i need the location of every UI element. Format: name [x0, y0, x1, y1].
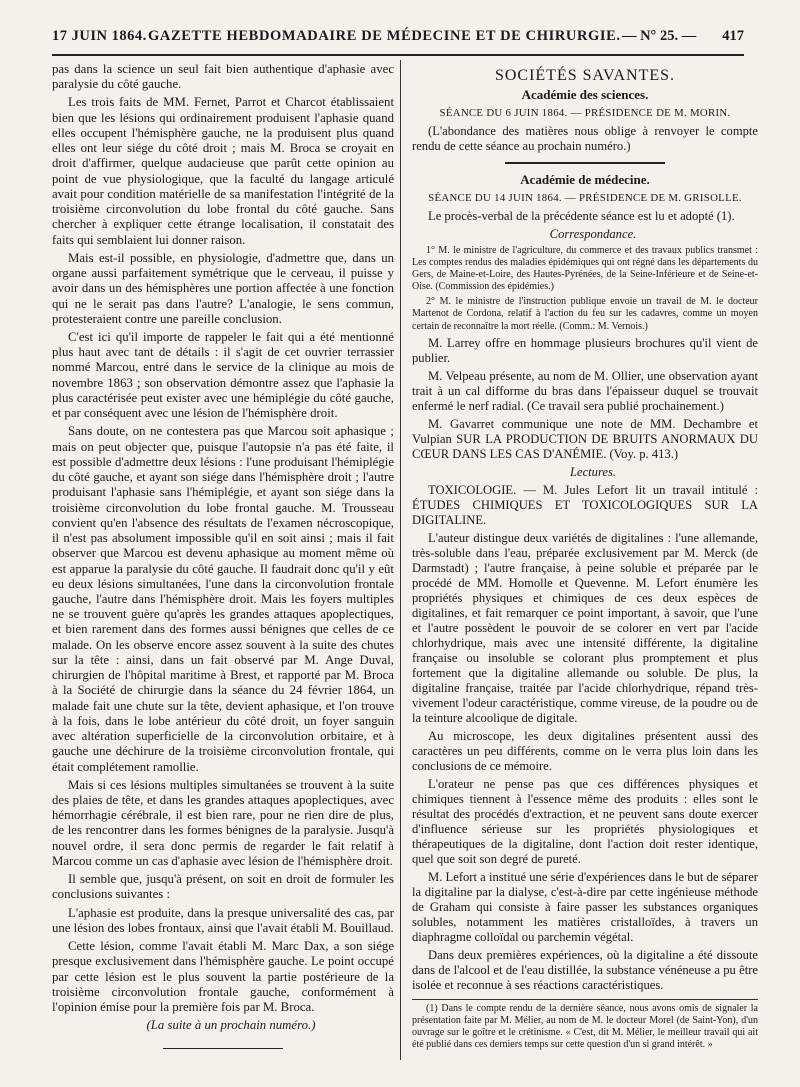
paragraph: L'aphasie est produite, dans la presque universalité des cas, par une lésion des lobes frontaux, ainsi que l'avait établi M. Bouillaud.	[52, 905, 394, 935]
paragraph: L'orateur ne pense pas que ces différences physiques et chimiques tiennent à l'essence même des produits : elles sont le résultat des procédés d'extraction, et ne peuvent sans doute exercer d'influence sérieuse sur les propriétés physiologiques et thérapeutiques de la digitaline, dont l'action doit rester identique, quel que soit son degré de pureté.	[412, 776, 758, 866]
footnote-rule	[412, 999, 758, 1000]
header-issue-number: — N° 25. —	[621, 28, 697, 44]
paragraph: Il semble que, jusqu'à présent, on soit en droit de formuler les conclusions suivantes :	[52, 872, 394, 902]
paragraph: Mais est-il possible, en physiologie, d'admettre que, dans un organe aussi parfaitement symétrique que le cerveau, il puisse y avoir dans un des hémisphères une portion affectée à une fonction qui ne le serait pas dans l'autre? L'analogie, le sens commun, protesteraient contre une pareille conclusion.	[52, 250, 394, 326]
paragraph: Les trois faits de MM. Fernet, Parrot et Charcot établissaient bien que les lésions qui ordinairement produisent l'aphasie quand elles occupent l'hémisphère gauche, ne la produisent plus quand elles ont leur siége du côté droit ; mais M. Broca se croyait en droit d'affirmer, quelque audacieuse que parût cette opinion au point de vue physiologique, que la faculté du langage articulé avait pour condition matérielle de sa manifestation l'intégrité de la troisième circonvolution du lobe frontal du côté gauche. Sans chercher à expliquer cette étrange localisation, il constatait des faits qui semblaient lui donner raison.	[52, 95, 394, 247]
lectures-heading: Lectures.	[569, 464, 617, 479]
academie-sciences-heading: Académie des sciences.	[521, 87, 649, 102]
footnote: (1) Dans le compte rendu de la dernière séance, nous avons omis de signaler la présentation faite par M. Mélier, au nom de M. le docteur Morel (de Saint-Yon), d'un ouvrage sur le goître et le crétinisme. « C'est, dit M. Mélier, le meilleur travail qui ait été publié dans ces derniers temps sur cette question d'un si grand intérêt. »	[412, 1002, 758, 1050]
paragraph: C'est ici qu'il importe de rappeler le fait qui a été mentionné plus haut avec tant de détails : il s'agit de cet ouvrier terrassier nommé Marcou, entré dans le service de la clinique au mois de novembre 1863 ; son observation démontre assez que l'aphasie la plus caractérisée peut exister avec une hémiplégie du côté gauche, et par conséquent avec une lésion de l'hémisphère droit.	[52, 329, 394, 421]
footnote-block	[412, 1003, 758, 1051]
section-title: SOCIÉTÉS SAVANTES.	[494, 67, 676, 84]
header-page-number: 417	[722, 28, 744, 44]
correspondance-item: 2° M. le ministre de l'instruction publique envoie un travail de M. le docteur Martenot de Cordona, relatif à l'action du feu sur les cadavres, comme un moyen certain de reconnaître la mort réelle. (Comm.: M. Vernois.)	[412, 296, 758, 332]
continuation-note: (La suite à un prochain numéro.)	[146, 1018, 316, 1033]
seance-medecine: SÉANCE DU 14 JUIN 1864. — PRÉSIDENCE DE M. GRISOLLE.	[428, 192, 742, 204]
paragraph: M. Lefort a institué une série d'expériences dans le but de séparer la digitaline par la dialyse, c'est-à-dire par cette ingénieuse méthode de Graham qui consiste à faire passer les substances organiques solubles, notamment les matières cristalloïdes, à travers un diaphragme colloïdal ou parchemin végétal.	[412, 869, 758, 944]
paragraph: Mais si ces lésions multiples simultanées se trouvent à la suite des plaies de tête, et dans les grandes attaques apoplectiques, avec hémorrhagie cérébrale, il est bien rare, pour ne rien dire de plus, de les rencontrer dans les formes bénignes de la paralysie. Jusqu'à nouvel ordre, il sera donc permis de regarder le fait relatif à Marcou comme un cas d'aphasie avec lésion de l'hémisphère droit.	[52, 777, 394, 868]
paragraph: pas dans la science un seul fait bien authentique d'aphasie avec paralysie du côté gauche.	[52, 62, 394, 92]
left-column	[52, 62, 394, 1049]
section-separator	[505, 162, 665, 164]
right-column	[412, 62, 758, 1054]
header-publication-title: GAZETTE HEBDOMADAIRE DE MÉDECINE ET DE CHIRURGIE.	[148, 28, 621, 44]
paragraph: Sans doute, on ne contestera pas que Marcou soit aphasique ; mais on peut objecter que, puisque l'autopsie n'a pas été faite, il est possible d'admettre deux lésions : l'une produisant l'hémiplégie du côté gauche, et ayant son siége dans l'hémisphère droit ; l'autre produisant l'aphasie sans l'hémiplégie, et ayant son siége dans la troisième circonvolution du lobe frontal gauche. M. Trousseau convient qu'en l'absence des résultats de l'examen nécroscopique, il n'est pas absolument impossible qu'il en soit ainsi ; mais il fait observer que Marcou est devenu aphasique au moment même où est apparue la paralysie du côté gauche. Il faudrait donc qu'il y eût eu deux lésions simultanées, l'une dans la circonvolution frontale gauche, l'autre dans l'hémisphère droit. Mais les foyers multiples ne se trouvent guère qu'après les grandes attaques apoplectiques, et bien rarement dans des formes aussi bénignes que celles de ce malade. On les observe encore assez souvent à la suite des chutes sur la tête : ainsi, dans un fait observé par M. Ange Duval, chirurgien de l'hôpital maritime à Brest, et rapporté par M. Broca à la Société de chirurgie dans la séance du 24 février 1864, un malade fait une chute sur la tête, devient aphasique, et l'on trouve à la fois, dans le lobe antérieur du côté droit, un foyer sanguin avec altération superficielle de la circonvolution orbitaire, et à gauche une déchirure de la troisième circonvolution frontale, qui était complétement ramollie.	[52, 424, 394, 774]
correspondance-item: 1° M. le ministre de l'agriculture, du commerce et des travaux publics transmet : Les comptes rendus des maladies épidémiques qui ont régné dans les départements du Gers, de Maine-et-Loire, des Hautes-Pyrénées, de la Seine-Inférieure et de Seine-et-Oise. (Commission des épidémies.)	[412, 245, 758, 293]
paragraph: TOXICOLOGIE. — M. Jules Lefort lit un travail intitulé : ÉTUDES CHIMIQUES ET TOXICOLOGIQUES SUR LA DIGITALINE.	[412, 482, 758, 527]
paragraph: M. Velpeau présente, au nom de M. Ollier, une observation ayant trait à un cal difforme du bras dans l'épaisseur duquel se trouvait enfermé le nerf radial. (Ce travail sera publié prochainement.)	[412, 368, 758, 413]
page-header	[52, 28, 744, 56]
paragraph: Cette lésion, comme l'avait établi M. Marc Dax, a son siége presque exclusivement dans l'hémisphère gauche. Le point occupé par cette lésion est le plus souvent la partie postérieure de la troisième circonvolution frontale gauche, conformément à l'opinion émise pour la première fois par M. Broca.	[52, 939, 394, 1015]
paragraph: M. Larrey offre en hommage plusieurs brochures qu'il vient de publier.	[412, 335, 758, 365]
paragraph: Au microscope, les deux digitalines présentent aussi des caractères un peu différents, comme on le verra plus loin dans les conclusions de ce mémoire.	[412, 728, 758, 773]
header-date: 17 JUIN 1864.	[52, 28, 147, 44]
column-divider	[400, 60, 401, 1060]
seance-sciences: SÉANCE DU 6 JUIN 1864. — PRÉSIDENCE DE M. MORIN.	[439, 107, 731, 119]
paragraph: L'auteur distingue deux variétés de digitalines : l'une allemande, très-soluble dans l'eau, préparée exclusivement par M. Merck (de Darmstadt) ; l'autre française, à peine soluble et préparée par le procédé de MM. Homolle et Quevenne. M. Lefort énumère les propriétés physiques et chimiques de ces deux espèces de digitalines, et fait remarquer ce point important, à savoir, que l'une et l'autre possèdent le pouvoir de se colorer en vert par l'acide chlorhydrique, mais avec une intensité différente, la digitaline française ou insoluble se colorant plus promptement et plus fortement que la digitaline allemande ou soluble. De plus, la digitaline française, traitée par l'acide chlorhydrique, répand très-vivement l'odeur caractéristique, comme vireuse, de la poudre ou de la teinture alcoolique de digitale.	[412, 530, 758, 725]
paragraph: Dans deux premières expériences, où la digitaline a été dissoute dans de l'alcool et de l'eau distillée, la substance vénéneuse a pu être isolée et reconnue à ses réactions caractéristiques.	[412, 947, 758, 992]
note-sciences: (L'abondance des matières nous oblige à renvoyer le compte rendu de cette séance au prochain numéro.)	[412, 124, 758, 153]
end-rule	[163, 1048, 283, 1049]
paragraph: M. Gavarret communique une note de MM. Dechambre et Vulpian SUR LA PRODUCTION DE BRUITS ANORMAUX DU CŒUR DANS LES CAS D'ANÉMIE. (Voy. p. 413.)	[412, 416, 758, 461]
correspondance-block	[412, 245, 758, 333]
proces-verbal: Le procès-verbal de la précédente séance est lu et adopté (1).	[428, 209, 735, 223]
correspondance-heading: Correspondance.	[549, 227, 637, 241]
academie-medecine-heading: Académie de médecine.	[520, 172, 650, 187]
